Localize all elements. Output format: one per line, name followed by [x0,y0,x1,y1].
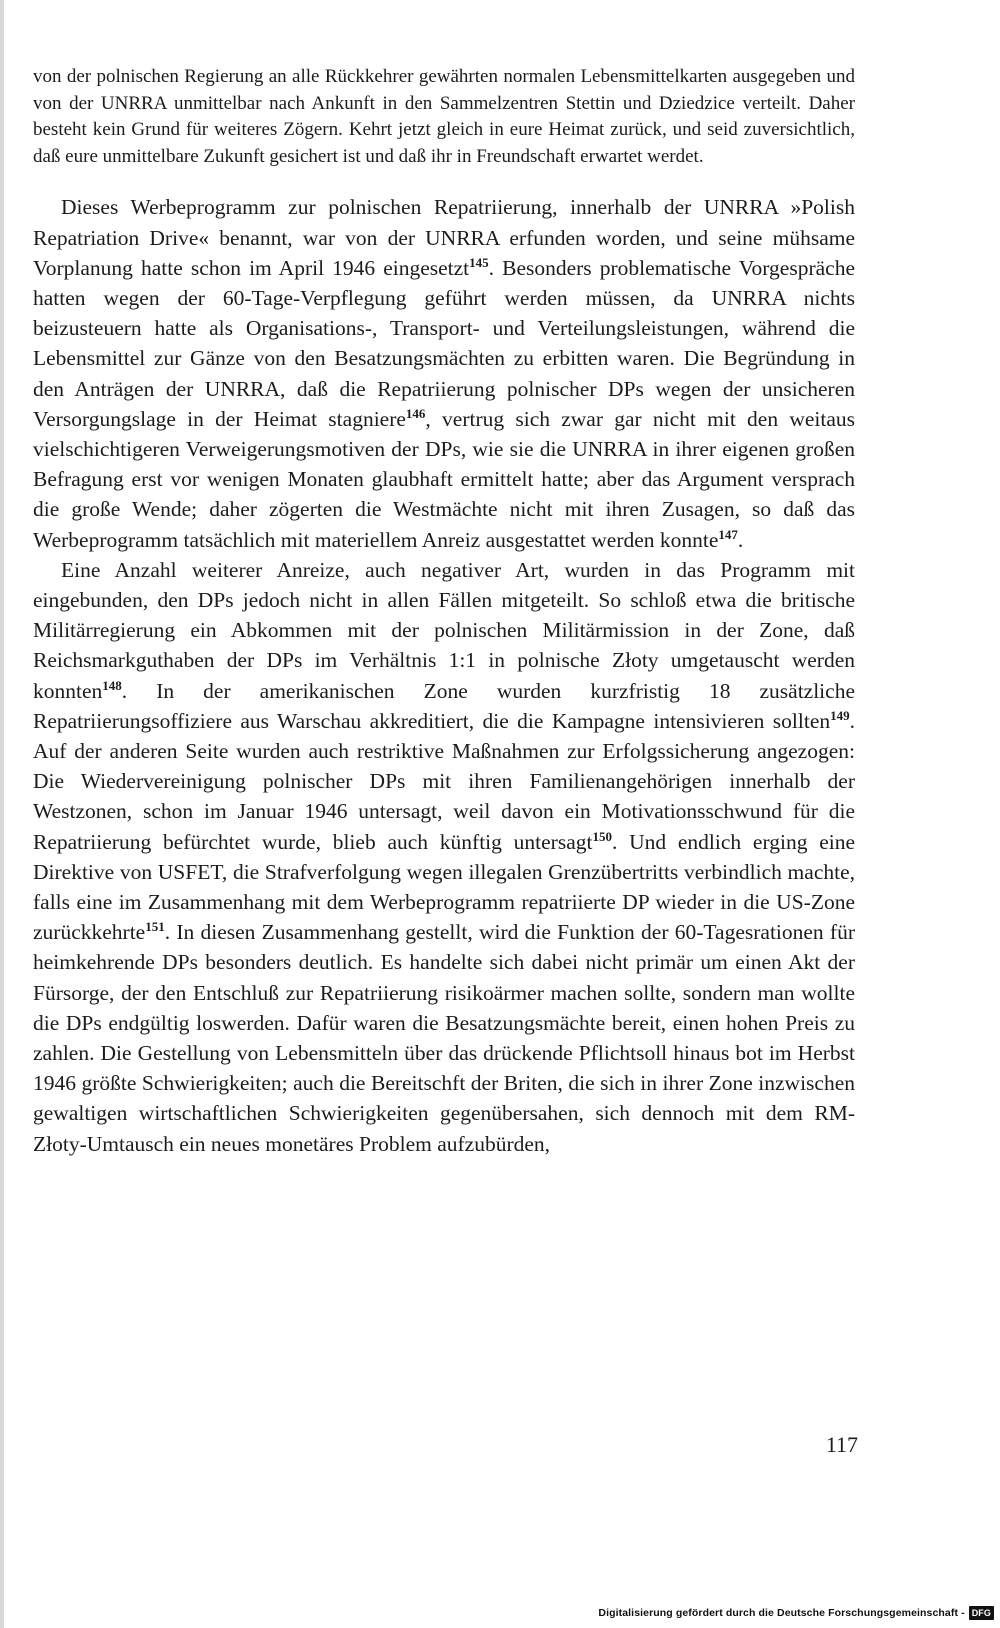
paragraph-text: . Und endlich erging eine Direktive von USFET, die Strafverfolgung wegen illegalen Grenzübertritts verbindlich machte, falls eine im Zusammenhang mit dem Werbeprogramm repatriierte DP wieder in die US-Zone zurückkehrte [33,829,856,945]
page-body [33,64,855,1159]
digitization-credit [598,1606,994,1620]
dfg-logo-icon: DFG [969,1606,994,1620]
body-paragraph [33,192,855,554]
page-number: 117 [825,1432,858,1457]
digitization-credit-text: Digitalisierung gefördert durch die Deutsche Forschungsgemeinschaft - [598,1607,965,1619]
footnote-marker: 149 [830,707,850,723]
body-paragraph [33,555,855,1159]
paragraph-text: , vertrug sich zwar gar nicht mit den weitaus vielschichtigeren Verweigerungsmotiven der DPs, wie sie die UNRRA in ihrer eigenen großen Befragung erst vor wenigen Monaten glaubhaft ermittelt hatte; aber das Argument versprach die große Wende; daher zögerten die Westmächte nicht mit ihren Zusagen, so daß das Werbeprogramm tatsächlich mit materiellem Anreiz ausgestattet werden konnte [33,406,855,552]
paragraph-text: . In diesen Zusammenhang gestellt, wird die Funktion der 60-Tagesrationen für heimkehrende DPs besonders deutlich. Es handelte sich dabei nicht primär um einen Akt der Fürsorge, der den Entschluß zur Repatriierung risikoärmer machen sollte, sondern man wollte die DPs endgültig loswerden. Dafür waren die Besatzungsmächte bereit, einen hohen Preis zu zahlen. Die Gestellung von Lebensmitteln über das drückende Pflichtsoll hinaus bot im Herbst 1946 größte Schwierigkeiten; auch die Bereitschft der Briten, die sich in ihrer Zone inzwischen gewaltigen wirtschaftlichen Schwierigkeiten gegenübersahen, sich dennoch mit dem RM-Złoty-Umtausch ein neues monetäres Problem aufzubürden, [33,920,855,1156]
paragraph-text: . In der amerikanischen Zone wurden kurzfristig 18 zusätzliche Repatriierungsoffiziere aus Warschau akkreditiert, die die Kampagne intensivieren sollten [33,678,855,733]
footnote-marker: 146 [405,405,426,421]
paragraph-text: Dieses Werbeprogramm zur polnischen Repatriierung, innerhalb der UNRRA »Polish Repatriation Drive« benannt, war von der UNRRA erfunden worden, und seine mühsame Vorplanung hatte schon im April 1946 eingesetzt [33,195,855,280]
quoted-passage [33,64,855,170]
footnote-marker: 150 [592,828,612,844]
paragraph-text: Eine Anzahl weiterer Anreize, auch negativer Art, wurden in das Programm mit eingebunden, den DPs jedoch nicht in allen Fällen mitgeteilt. So schloß etwa die britische Militärregierung ein Abkommen mit der polnischen Militärmission in der Zone, daß Reichsmarkguthaben der DPs im Verhältnis 1:1 in polnische Złoty umgetauscht werden konnten [33,557,855,703]
footnote-marker: 148 [102,677,122,693]
footnote-marker: 151 [145,919,165,935]
scan-page-edge [0,0,4,1628]
paragraph-text: von der polnischen Regierung an alle Rückkehrer gewährten normalen Lebensmittelkarten ausgegeben und von der UNRRA unmittelbar nach Ankunft in den Sammelzentren Stettin und Dziedzice verteilt. Daher besteht kein Grund für weiteres Zögern. Kehrt jetzt gleich in eure Heimat zurück, und seid zuversichtlich, daß eure unmittelbare Zukunft gesichert ist und daß ihr in Freundschaft erwartet werdet. [33,66,855,167]
footnote-marker: 147 [718,526,738,542]
paragraph-text: . [737,527,744,552]
paragraph-text: . Auf der anderen Seite wurden auch restriktive Maßnahmen zur Erfolgssicherung angezogen: Die Wiedervereinigung polnischer DPs mit ihren Familienangehörigen innerhalb der Westzonen, schon im Januar 1946 untersagt, weil davon ein Motivationsschwund für die Repatriierung befürchtet wurde, blieb auch künftig untersagt [33,708,855,854]
paragraph-text: . Besonders problematische Vorgespräche hatten wegen der 60-Tage-Verpflegung geführt werden müssen, da UNRRA nichts beizusteuern hatte als Organisations-, Transport- und Verteilungsleistungen, während die Lebensmittel zur Gänze von den Besatzungsmächten zu erbitten waren. Die Begründung in den Anträgen der UNRRA, daß die Repatriierung polnischer DPs wegen der unsicheren Versorgungslage in der Heimat stagniere [33,255,855,431]
footnote-marker: 145 [469,254,489,270]
